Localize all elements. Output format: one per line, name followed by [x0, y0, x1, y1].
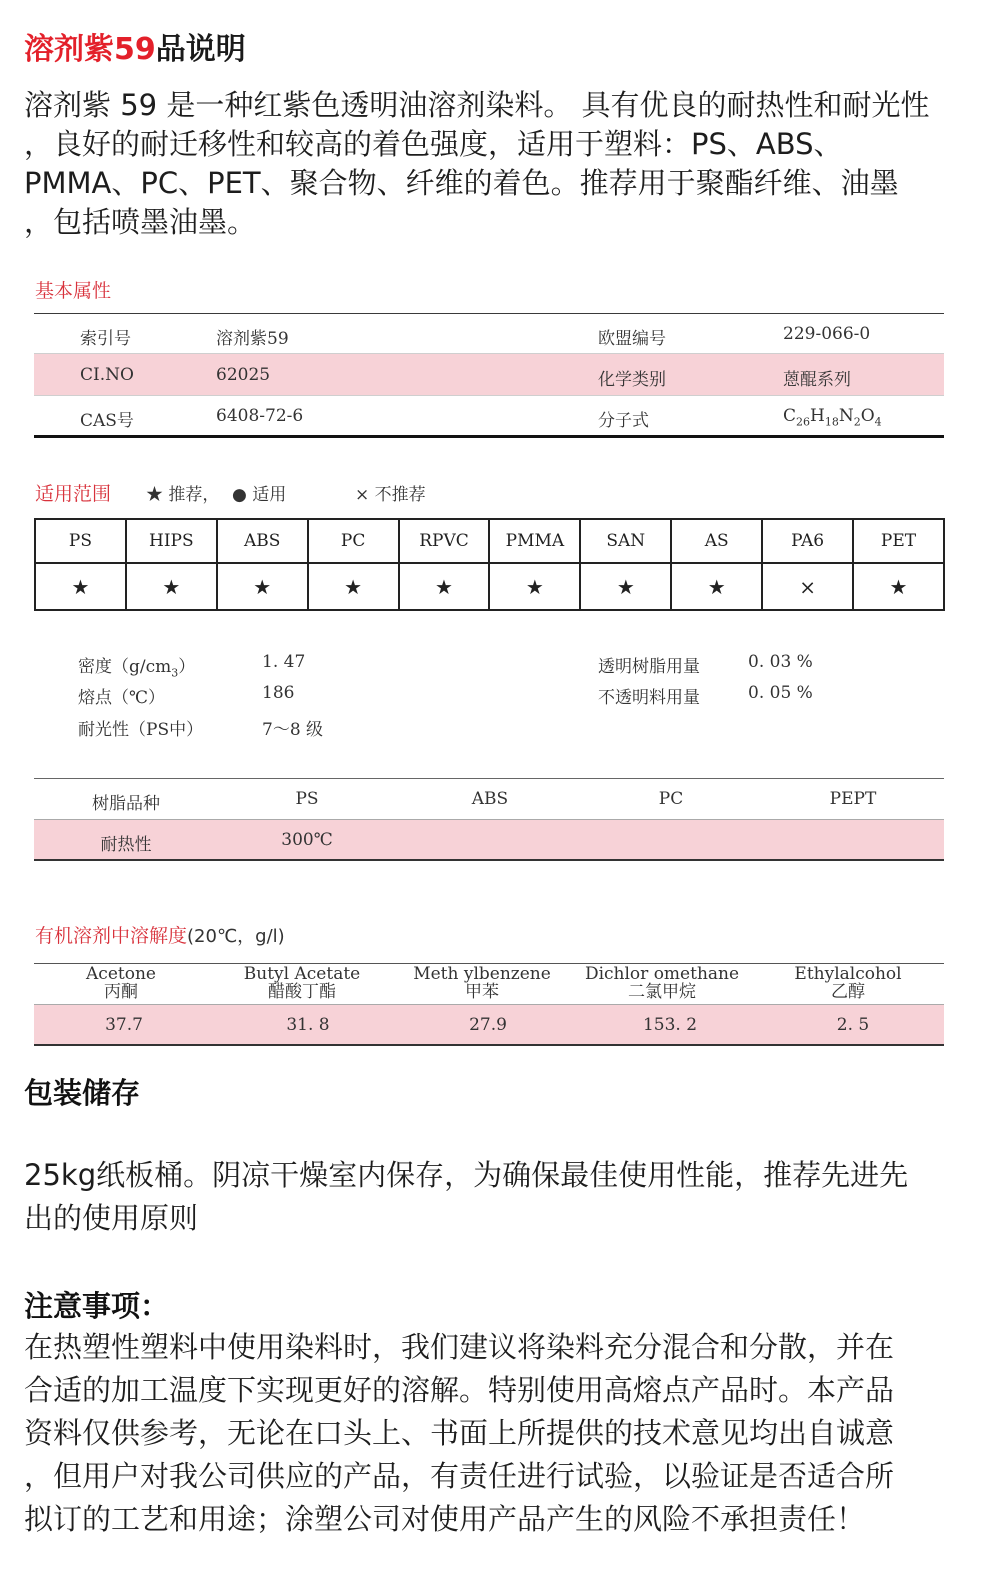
usage-mark-cell: ★: [853, 563, 944, 610]
usage-header-cell: RPVC: [399, 519, 490, 563]
density-label-text: 密度（g/cm: [78, 657, 172, 677]
solvent-header: [577, 965, 747, 1001]
notes-line: ，但用户对我公司供应的产品，有责任进行试验，以验证是否适合所: [24, 1459, 895, 1493]
packaging-heading: 包装储存: [24, 1076, 141, 1110]
heat-header: ABS: [471, 789, 509, 809]
opaque-label: 不透明料用量: [598, 688, 700, 708]
usage-header-cell: SAN: [580, 519, 671, 563]
basic-key: 分子式: [598, 411, 649, 431]
intro-line: 溶剂紫 59 是一种红紫色透明油溶剂染料。 具有优良的耐热性和耐光性: [24, 88, 930, 122]
usage-mark-cell: ★: [489, 563, 580, 610]
solvent-cn: 乙醇: [831, 982, 865, 1002]
notes-line: 拟订的工艺和用途；涂塑公司对使用产品产生的风险不承担责任！: [24, 1502, 866, 1536]
usage-mark-cell: ★: [35, 563, 126, 610]
notes-line: 在热塑性塑料中使用染料时，我们建议将染料充分混合和分散，并在: [24, 1330, 895, 1364]
notes-line: 资料仅供参考，无论在口头上、书面上所提供的技术意见均出自诚意: [24, 1416, 895, 1450]
usage-mark-cell: ★: [671, 563, 762, 610]
usage-mark-cell: ★: [580, 563, 671, 610]
solvent-cn: 甲苯: [465, 982, 499, 1002]
solvent-en: Meth ylbenzene: [413, 964, 551, 984]
heat-header: PS: [295, 789, 319, 809]
usage-mark-cell: ★: [217, 563, 308, 610]
divider: [34, 313, 944, 314]
solvent-en: Acetone: [86, 964, 156, 984]
legend-recommend: ★ 推荐，: [146, 485, 220, 505]
intro-line: PMMA、PC、PET、聚合物、纤维的着色。推荐用于聚酯纤维、油墨: [24, 166, 899, 200]
opaque-value: 0. 05 %: [748, 683, 813, 703]
transparent-value: 0. 03 %: [748, 652, 813, 672]
solubility-heading: [35, 921, 285, 948]
transparent-label: 透明树脂用量: [598, 657, 700, 677]
usage-header-row: [35, 519, 944, 563]
basic-key: 索引号: [80, 329, 131, 349]
heat-row-label: 耐热性: [100, 835, 152, 855]
divider: [34, 778, 944, 779]
heat-header: 树脂品种: [92, 794, 160, 814]
light-label: 耐光性（PS中）: [78, 720, 204, 740]
usage-header-cell: AS: [671, 519, 762, 563]
solvent-value: 31. 8: [286, 1015, 330, 1035]
solvent-header: [768, 965, 928, 1001]
basic-key: CI.NO: [80, 365, 134, 385]
solvent-header: [46, 965, 196, 1001]
notes-text: [24, 1326, 894, 1541]
usage-mark-cell: ★: [126, 563, 217, 610]
solvent-value: 37.7: [105, 1015, 143, 1035]
usage-table: [34, 518, 945, 611]
notes-line: 合适的加工温度下实现更好的溶解。特别使用高熔点产品时。本产品: [24, 1373, 895, 1407]
packaging-text: [24, 1154, 908, 1240]
density-label: [78, 652, 195, 679]
usage-header-cell: ABS: [217, 519, 308, 563]
density-value: 1. 47: [262, 652, 306, 672]
usage-header-cell: PA6: [762, 519, 853, 563]
density-unit-sub: 3: [171, 666, 179, 680]
usage-mark-cell: ×: [762, 563, 853, 610]
legend-suitable: ● 适用: [232, 485, 287, 505]
page-title: [24, 24, 246, 68]
usage-header-cell: PMMA: [489, 519, 580, 563]
packaging-line: 25kg纸板桶。阴凉干燥室内保存，为确保最佳使用性能，推荐先进先: [24, 1158, 909, 1192]
heat-header: PEPT: [829, 789, 877, 809]
density-label-close: ）: [178, 657, 196, 677]
heat-header: PC: [658, 789, 684, 809]
intro-line: ，良好的耐迁移性和较高的着色强度，适用于塑料：PS、ABS、: [24, 127, 843, 161]
solvent-header: [227, 965, 377, 1001]
usage-header-cell: PC: [308, 519, 399, 563]
basic-key: 欧盟编号: [598, 329, 666, 349]
light-value: 7～8 级: [262, 720, 324, 740]
solubility-unit: (20℃，g/l): [187, 926, 285, 947]
solvent-value: 2. 5: [836, 1015, 870, 1035]
solvent-cn: 二氯甲烷: [628, 982, 696, 1002]
melting-value: 186: [262, 683, 295, 703]
usage-mark-row: [35, 563, 944, 610]
basic-value: 蒽醌系列: [783, 370, 851, 390]
usage-mark-cell: ★: [308, 563, 399, 610]
title-suffix: 品说明: [155, 32, 246, 67]
heat-value: 300℃: [281, 830, 333, 850]
solvent-cn: 丙酮: [104, 982, 138, 1002]
divider: [34, 1004, 944, 1005]
basic-value: 溶剂紫59: [216, 329, 289, 349]
usage-header-cell: HIPS: [126, 519, 217, 563]
solvent-en: Butyl Acetate: [243, 964, 361, 984]
divider: [34, 1044, 944, 1046]
title-product: 溶剂紫59: [24, 32, 156, 67]
divider: [34, 819, 944, 820]
divider-thick: [34, 435, 944, 438]
formula-text: $C_{26}H_{18}N_2O_4$: [783, 406, 882, 429]
solubility-label: 有机溶剂中溶解度: [35, 925, 188, 947]
usage-header-cell: PS: [35, 519, 126, 563]
intro-line: ，包括喷墨油墨。: [24, 205, 257, 239]
basic-key: CAS号: [80, 411, 134, 431]
basic-value: 62025: [216, 365, 271, 385]
divider: [34, 395, 944, 396]
solvent-header: [397, 965, 567, 1001]
usage-mark-cell: ★: [399, 563, 490, 610]
intro-paragraph: [24, 86, 984, 242]
notes-heading: 注意事项：: [24, 1289, 170, 1323]
usage-header-cell: PET: [853, 519, 944, 563]
divider: [34, 859, 944, 861]
solvent-cn: 醋酸丁酯: [268, 982, 336, 1002]
molecular-formula: [783, 406, 882, 428]
basic-key: 化学类别: [598, 370, 666, 390]
solvent-en: Ethylalcohol: [794, 964, 902, 984]
melting-label: 熔点（℃）: [78, 688, 166, 708]
legend-not-recommended: × 不推荐: [355, 485, 426, 505]
usage-section-label: 适用范围: [35, 483, 112, 505]
solvent-value: 27.9: [469, 1015, 507, 1035]
basic-value: 229-066-0: [783, 324, 871, 344]
basic-section-label: 基本属性: [35, 280, 112, 302]
solvent-en: Dichlor omethane: [584, 964, 740, 984]
packaging-line: 出的使用原则: [24, 1201, 199, 1235]
solvent-value: 153. 2: [642, 1015, 698, 1035]
basic-value: 6408-72-6: [216, 406, 304, 426]
